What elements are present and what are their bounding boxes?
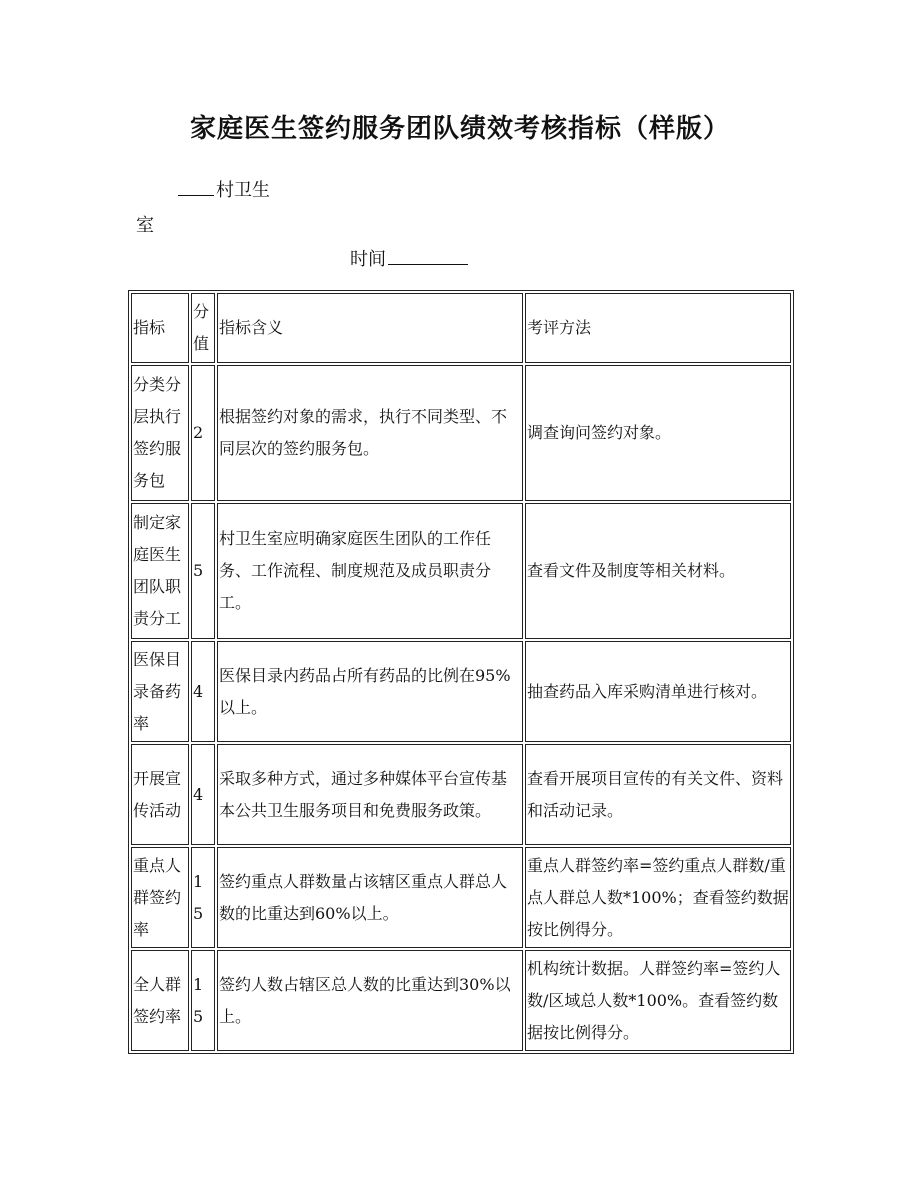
indicator-name: 开展宣传活动: [131, 744, 189, 845]
table-row: [131, 744, 791, 845]
indicator-meaning: 签约重点人群数量占该辖区重点人群总人数的比重达到60%以上。: [217, 847, 523, 948]
indicator-score: 15: [191, 847, 215, 948]
indicator-meaning: 村卫生室应明确家庭医生团队的工作任务、工作流程、制度规范及成员职责分工。: [217, 503, 523, 639]
indicator-score: 2: [191, 365, 215, 501]
table-row: [131, 503, 791, 639]
indicator-score: 5: [191, 503, 215, 639]
table-row: [131, 847, 791, 948]
indicator-method: 重点人群签约率=签约重点人群数/重点人群总人数*100%；查看签约数据按比例得分。: [525, 847, 791, 948]
table-row: [131, 641, 791, 742]
header-meaning: 指标含义: [217, 293, 523, 363]
indicator-score: 4: [191, 641, 215, 742]
indicator-method: 抽查药品入库采购清单进行核对。: [525, 641, 791, 742]
header-method: 考评方法: [525, 293, 791, 363]
indicator-name: 重点人群签约率: [131, 847, 189, 948]
indicator-name: 医保目录备药率: [131, 641, 189, 742]
time-line: [350, 245, 468, 271]
time-blank: [388, 263, 468, 265]
village-line: [178, 176, 270, 202]
table-row: [131, 950, 791, 1051]
village-blank: [178, 194, 214, 196]
indicator-name: 全人群签约率: [131, 950, 189, 1051]
village-suffix: 村卫生: [216, 180, 270, 201]
header-indicator: 指标: [131, 293, 189, 363]
room-line: 室: [136, 215, 154, 236]
indicator-name: 制定家庭医生团队职责分工: [131, 503, 189, 639]
header-score: 分值: [191, 293, 215, 363]
indicator-meaning: 根据签约对象的需求，执行不同类型、不同层次的签约服务包。: [217, 365, 523, 501]
indicator-meaning: 签约人数占辖区总人数的比重达到30%以上。: [217, 950, 523, 1051]
kpi-table: [128, 290, 794, 1054]
indicator-method: 查看文件及制度等相关材料。: [525, 503, 791, 639]
indicator-score: 4: [191, 744, 215, 845]
indicator-name: 分类分层执行签约服务包: [131, 365, 189, 501]
indicator-meaning: 医保目录内药品占所有药品的比例在95%以上。: [217, 641, 523, 742]
time-label: 时间: [350, 249, 386, 270]
indicator-method: 机构统计数据。人群签约率=签约人数/区域总人数*100%。查看签约数据按比例得分。: [525, 950, 791, 1051]
indicator-method: 调查询问签约对象。: [525, 365, 791, 501]
indicator-meaning: 采取多种方式，通过多种媒体平台宣传基本公共卫生服务项目和免费服务政策。: [217, 744, 523, 845]
indicator-method: 查看开展项目宣传的有关文件、资料和活动记录。: [525, 744, 791, 845]
document-title: 家庭医生签约服务团队绩效考核指标（样版）: [189, 114, 730, 144]
table-row: [131, 365, 791, 501]
table-header-row: [131, 293, 791, 363]
indicator-score: 15: [191, 950, 215, 1051]
